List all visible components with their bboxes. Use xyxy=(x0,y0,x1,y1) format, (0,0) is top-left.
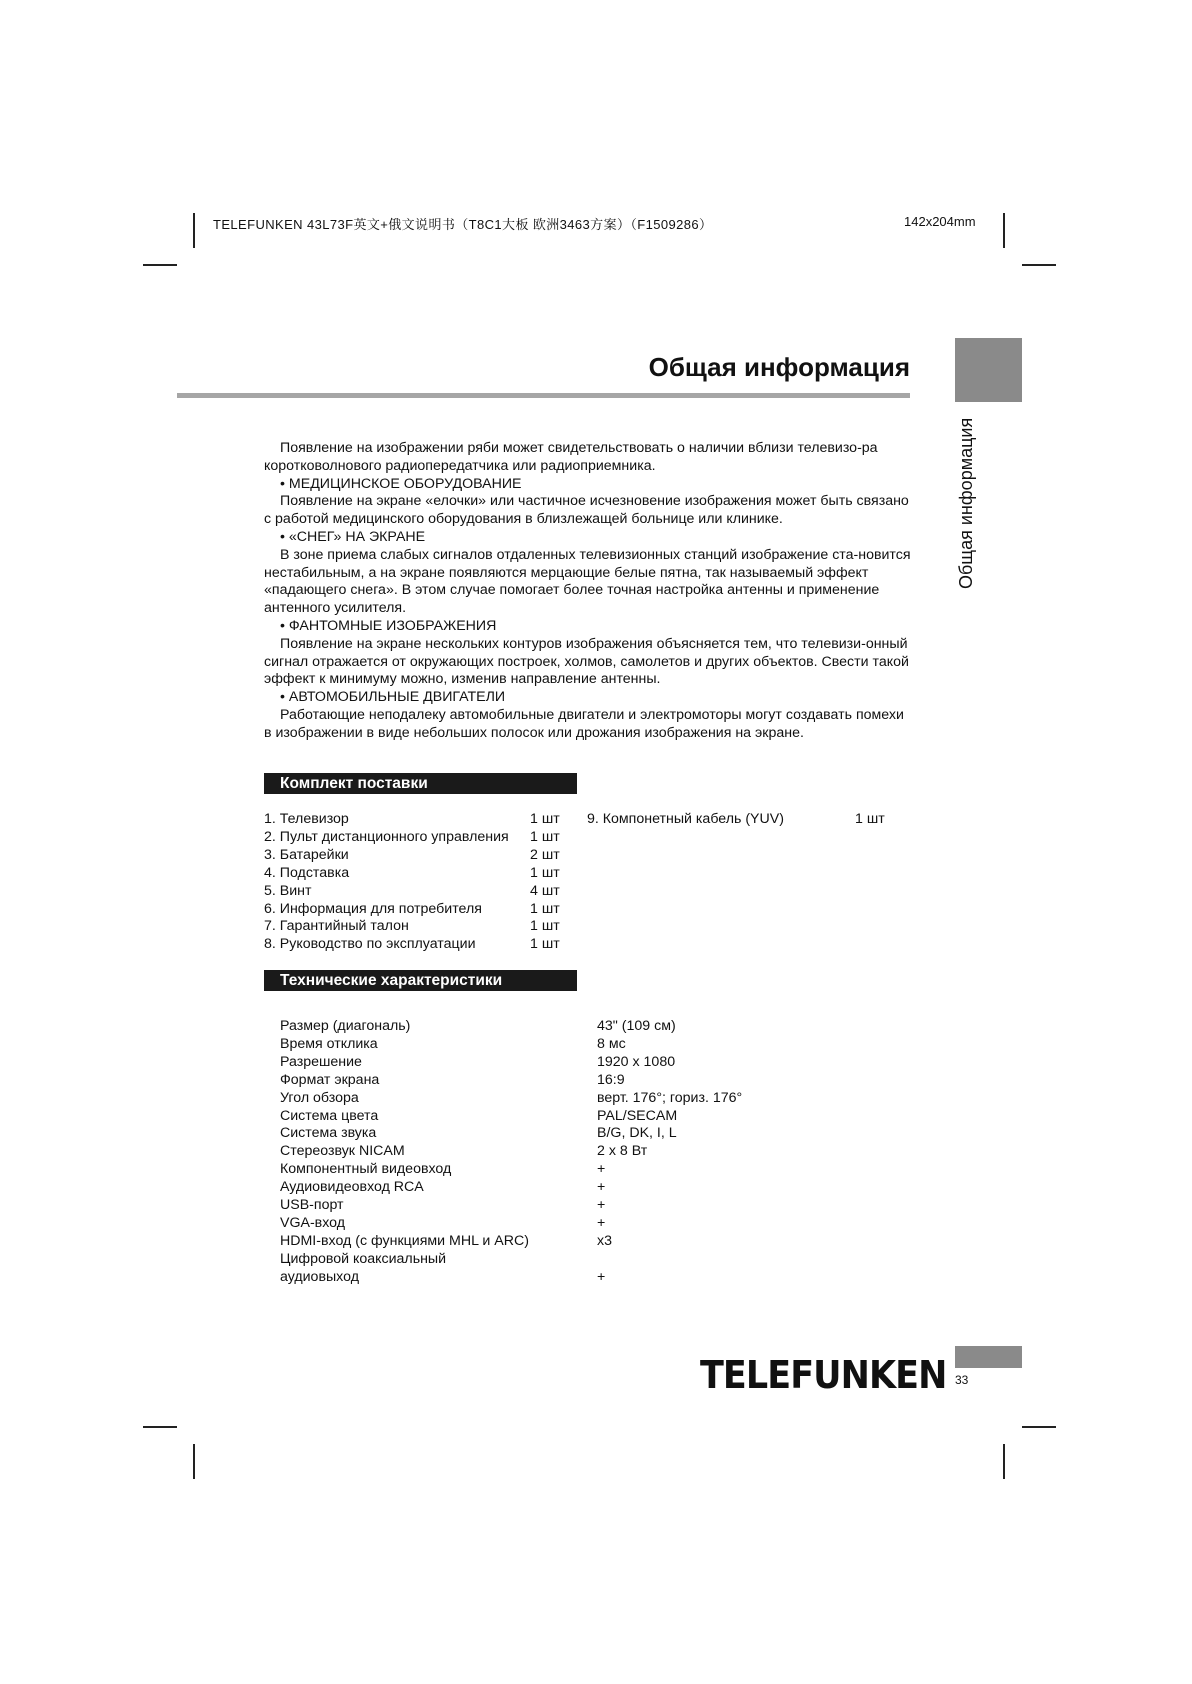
spec-value: + xyxy=(597,1268,606,1285)
paragraph: В зоне приема слабых сигналов отдаленных телевизионных станций изображение ста-новится нестабильным, а на экране появляются мерцающие белые пятна, так называемый эффект «падающего снега». В этом случае помогает более точная настройка антенны и применение антенного усилителя. xyxy=(264,546,911,617)
spec-label: Размер (диагональ) xyxy=(280,1018,411,1034)
table-row xyxy=(280,1143,742,1161)
kit-item-qty: 4 шт xyxy=(530,882,560,899)
kit-item-name: 4. Подставка xyxy=(264,864,350,881)
kit-item-qty: 1 шт xyxy=(530,828,560,845)
list-item xyxy=(264,811,570,829)
list-item xyxy=(264,936,570,954)
spec-label: Аудиовидеовход RCA xyxy=(280,1179,424,1196)
spec-value: + xyxy=(597,1179,606,1196)
kit-section-title: Комплект поставки xyxy=(264,773,577,794)
spec-value: 8 мс xyxy=(597,1035,626,1052)
crop-mark xyxy=(1003,1444,1005,1479)
list-item xyxy=(264,829,570,847)
kit-item-name: 9. Компонетный кабель (YUV) xyxy=(587,811,784,827)
table-row xyxy=(280,1233,742,1251)
spec-value: верт. 176°; гориз. 176° xyxy=(597,1089,743,1106)
spec-value: + xyxy=(597,1214,606,1231)
spec-label: Цифровой коаксиальный аудиовыход xyxy=(280,1250,447,1285)
list-item xyxy=(264,847,570,865)
side-tab-label: Общая информация xyxy=(956,418,976,590)
spec-value: + xyxy=(597,1161,606,1178)
spec-label: Разрешение xyxy=(280,1053,362,1070)
table-row xyxy=(280,1179,742,1197)
table-row xyxy=(280,1018,742,1036)
table-row xyxy=(280,1054,742,1072)
page-title: Общая информация xyxy=(648,352,910,382)
side-tab-marker xyxy=(955,338,1022,402)
kit-item-name: 7. Гарантийный талон xyxy=(264,918,409,935)
spec-label: Время отклика xyxy=(280,1035,378,1052)
kit-item-qty: 1 шт xyxy=(530,811,560,827)
crop-mark xyxy=(1022,1426,1056,1428)
kit-item-qty: 1 шт xyxy=(530,918,560,935)
table-row xyxy=(280,1197,742,1215)
table-row xyxy=(280,1072,742,1090)
kit-item-name: 8. Руководство по эксплуатации xyxy=(264,936,476,953)
kit-item-qty: 1 шт xyxy=(530,936,560,953)
print-header: TELEFUNKEN 43L73F英文+俄文说明书（T8C1大板 欧洲3463方案）（F1509286） xyxy=(213,217,713,232)
kit-item-name: 2. Пульт дистанционного управления xyxy=(264,828,509,845)
body-text xyxy=(264,440,912,743)
list-item xyxy=(264,883,570,901)
print-size: 142x204mm xyxy=(904,214,976,229)
table-row xyxy=(280,1251,742,1287)
spec-label: Система цвета xyxy=(280,1107,379,1124)
paragraph: Появление на изображении ряби может свидетельствовать о наличии вблизи телевизо-ра коротковолнового радиопередатчика или радиоприемника. xyxy=(264,440,878,474)
spec-value: B/G, DK, I, L xyxy=(597,1125,677,1142)
spec-value: x3 xyxy=(597,1232,612,1249)
spec-value: 16:9 xyxy=(597,1071,625,1088)
kit-list-item-extra xyxy=(587,811,895,827)
paragraph: Работающие неподалеку автомобильные двигатели и электромоторы могут создавать помехи в изображении в виде небольших полосок или дрожания изображения на экране. xyxy=(264,706,904,741)
spec-value: PAL/SECAM xyxy=(597,1107,678,1124)
page-number-marker xyxy=(955,1346,1022,1368)
kit-item-qty: 2 шт xyxy=(530,846,560,863)
spec-table xyxy=(280,1018,742,1287)
kit-item-name: 5. Винт xyxy=(264,882,312,899)
spec-label: Формат экрана xyxy=(280,1071,380,1088)
crop-mark xyxy=(193,213,195,248)
spec-label: HDMI-вход (с функциями MHL и ARC) xyxy=(280,1232,529,1249)
spec-label: Угол обзора xyxy=(280,1089,359,1106)
table-row xyxy=(280,1161,742,1179)
title-divider xyxy=(177,393,910,398)
list-item xyxy=(264,901,570,919)
crop-mark xyxy=(143,264,177,266)
paragraph: Появление на экране нескольких контуров изображения объясняется тем, что телевизи-онный сигнал отражается от окружающих построек, холмов, самолетов и других объектов. Свести такой эффект к минимуму можно, изменив направление антенны. xyxy=(264,635,909,688)
spec-value: 1920 x 1080 xyxy=(597,1053,676,1070)
bullet-heading: • АВТОМОБИЛЬНЫЕ ДВИГАТЕЛИ xyxy=(280,689,506,706)
kit-item-qty: 1 шт xyxy=(530,864,560,881)
bullet-heading: • МЕДИЦИНСКОЕ ОБОРУДОВАНИЕ xyxy=(280,475,522,492)
list-item xyxy=(264,865,570,883)
crop-mark xyxy=(193,1444,195,1479)
list-item xyxy=(264,918,570,936)
kit-item-name: 6. Информация для потребителя xyxy=(264,900,482,917)
kit-list xyxy=(264,811,570,954)
spec-label: Стереозвук NICAM xyxy=(280,1143,405,1160)
table-row xyxy=(280,1215,742,1233)
table-row xyxy=(280,1125,742,1143)
crop-mark xyxy=(1003,213,1005,248)
crop-mark xyxy=(143,1426,177,1428)
table-row xyxy=(280,1036,742,1054)
table-row xyxy=(280,1108,742,1126)
kit-item-qty: 1 шт xyxy=(855,811,885,827)
spec-label: Система звука xyxy=(280,1125,377,1142)
spec-value: 2 x 8 Вт xyxy=(597,1143,648,1160)
spec-section-title: Технические характеристики xyxy=(264,970,577,991)
spec-value: + xyxy=(597,1197,606,1214)
bullet-heading: • «СНЕГ» НА ЭКРАНЕ xyxy=(280,528,426,545)
brand-logo: TELEFUNKEN xyxy=(700,1353,947,1397)
table-row xyxy=(280,1090,742,1108)
spec-label: VGA-вход xyxy=(280,1214,346,1231)
crop-mark xyxy=(1022,264,1056,266)
kit-item-name: 3. Батарейки xyxy=(264,846,349,863)
kit-item-qty: 1 шт xyxy=(530,900,560,917)
spec-label: Компонентный видеовход xyxy=(280,1161,452,1178)
paragraph: Появление на экране «елочки» или частичное исчезновение изображения может быть связано с работой медицинского оборудования в близлежащей больнице или клинике. xyxy=(264,493,909,528)
kit-item-name: 1. Телевизор xyxy=(264,811,349,827)
bullet-heading: • ФАНТОМНЫЕ ИЗОБРАЖЕНИЯ xyxy=(280,617,497,634)
page-number: 33 xyxy=(955,1373,969,1387)
spec-value: 43" (109 см) xyxy=(597,1018,676,1034)
spec-label: USB-порт xyxy=(280,1197,344,1214)
